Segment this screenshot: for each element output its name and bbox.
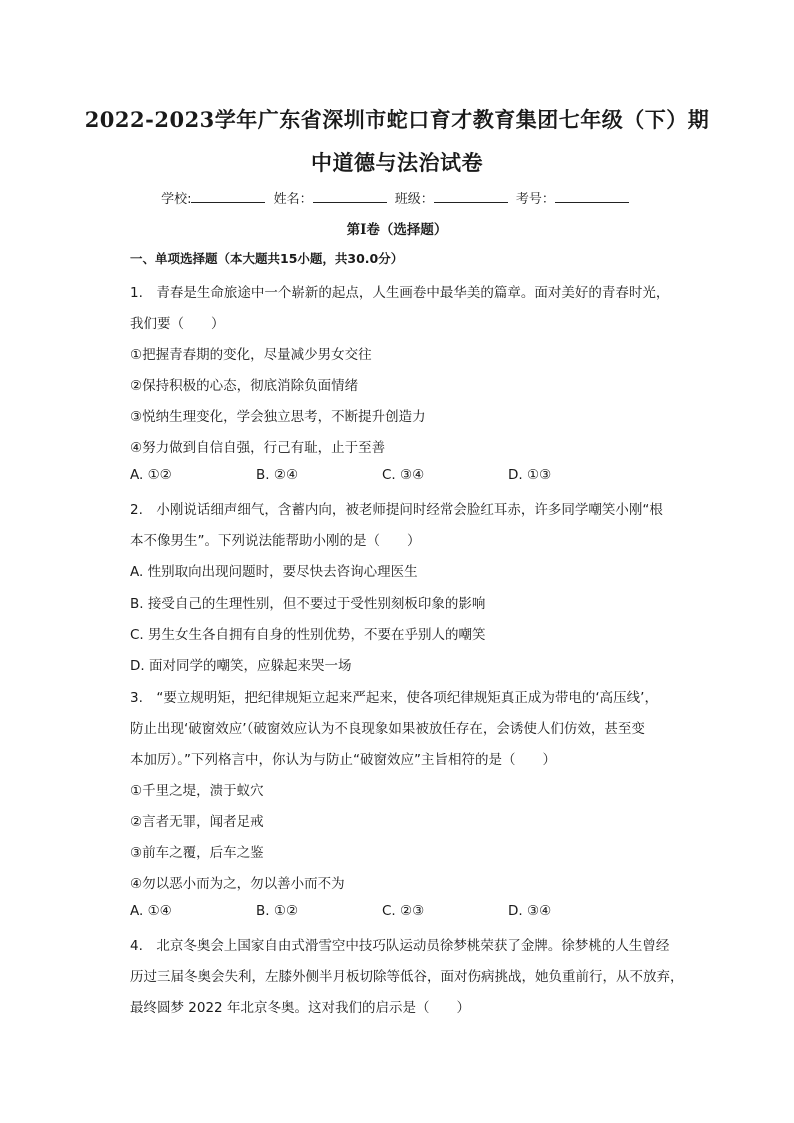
question-2-option-b[interactable]: B. 接受自己的生理性别，但不要过于受性别刻板印象的影响: [130, 596, 486, 612]
question-1-item-2: ②保持积极的心态，彻底消除负面情绪: [130, 378, 359, 394]
question-1-item-3: ③悦纳生理变化，学会独立思考，不断提升创造力: [130, 409, 426, 425]
question-1-stem-line-2: 我们要（ ）: [130, 316, 225, 332]
question-1-stem-line-1: 1. 青春是生命旅途中一个崭新的起点，人生画卷中最华美的篇章。面对美好的青春时光，: [130, 285, 670, 301]
question-4-stem-line-1: 4. 北京冬奥会上国家自由式滑雪空中技巧队运动员徐梦桃荣获了金牌。徐梦桃的人生曾经: [130, 938, 670, 954]
question-3-item-2: ②言者无罪，闻者足戒: [130, 814, 264, 830]
question-3-stem-line-3: 本加厉）。”下列格言中，你认为与防止“破窗效应”主旨相符的是（ ）: [130, 752, 556, 768]
question-1-option-d[interactable]: D. ①③: [508, 467, 552, 483]
question-1-option-c[interactable]: C. ③④: [382, 467, 425, 483]
question-2-option-d[interactable]: D. 面对同学的嘲笑，应躲起来哭一场: [130, 658, 352, 674]
question-3-option-b[interactable]: B. ①②: [256, 903, 299, 919]
question-3-option-d[interactable]: D. ③④: [508, 903, 552, 919]
question-2-stem-line-2: 本不像男生”。下列说法能帮助小刚的是（ ）: [130, 533, 421, 549]
question-4-stem-line-3: 最终圆梦 2022 年北京冬奥。这对我们的启示是（ ）: [130, 1000, 470, 1016]
name-label: 姓名：: [273, 192, 313, 207]
volume-heading: 第Ⅰ卷（选择题）: [346, 222, 448, 238]
question-3-item-1: ①千里之堤，溃于蚁穴: [130, 783, 264, 799]
question-2-option-c[interactable]: C. 男生女生各自拥有自身的性别优势，不要在乎别人的嘲笑: [130, 627, 486, 643]
section-heading: 一、单项选择题（本大题共15小题，共30.0分）: [130, 251, 404, 266]
exam-title-line1: 2022-2023学年广东省深圳市蛇口育才教育集团七年级（下）期: [84, 107, 710, 132]
student-info-row: [0, 188, 794, 207]
question-3-options: [130, 903, 690, 923]
school-blank[interactable]: [191, 190, 265, 203]
school-label: 学校:: [161, 192, 192, 207]
question-3-stem-line-1: 3. “要立规明矩，把纪律规矩立起来严起来，使各项纪律规矩真正成为带电的‘高压线’，: [130, 690, 658, 706]
class-blank[interactable]: [434, 190, 508, 203]
question-3-item-4: ④勿以恶小而为之，勿以善小而不为: [130, 876, 345, 892]
question-1-item-1: ①把握青春期的变化，尽量减少男女交往: [130, 347, 372, 363]
question-1-item-4: ④努力做到自信自强，行己有耻，止于至善: [130, 440, 386, 456]
question-4-stem-line-2: 历过三届冬奥会失利，左膝外侧半月板切除等低谷，面对伤病挑战，她负重前行，从不放弃，: [130, 969, 684, 985]
question-1-option-b[interactable]: B. ②④: [256, 467, 299, 483]
question-3-item-3: ③前车之覆，后车之鉴: [130, 845, 264, 861]
exam-no-label: 考号：: [515, 192, 555, 207]
question-2-stem-line-1: 2. 小刚说话细声细气，含蓄内向，被老师提问时经常会脸红耳赤，许多同学嘲笑小刚“根: [130, 502, 663, 518]
question-3-option-c[interactable]: C. ②③: [382, 903, 425, 919]
class-label: 班级：: [394, 192, 434, 207]
question-1-option-a[interactable]: A. ①②: [130, 467, 172, 483]
name-blank[interactable]: [313, 190, 387, 203]
question-2-option-a[interactable]: A. 性别取向出现问题时，要尽快去咨询心理医生: [130, 564, 418, 580]
exam-no-blank[interactable]: [555, 190, 629, 203]
question-3-stem-line-2: 防止出现‘破窗效应’（破窗效应认为不良现象如果被放任存在，会诱使人们仿效，甚至变: [130, 721, 645, 737]
exam-title-line2: 中道德与法治试卷: [311, 150, 483, 175]
question-1-options: [130, 467, 690, 487]
question-3-option-a[interactable]: A. ①④: [130, 903, 172, 919]
